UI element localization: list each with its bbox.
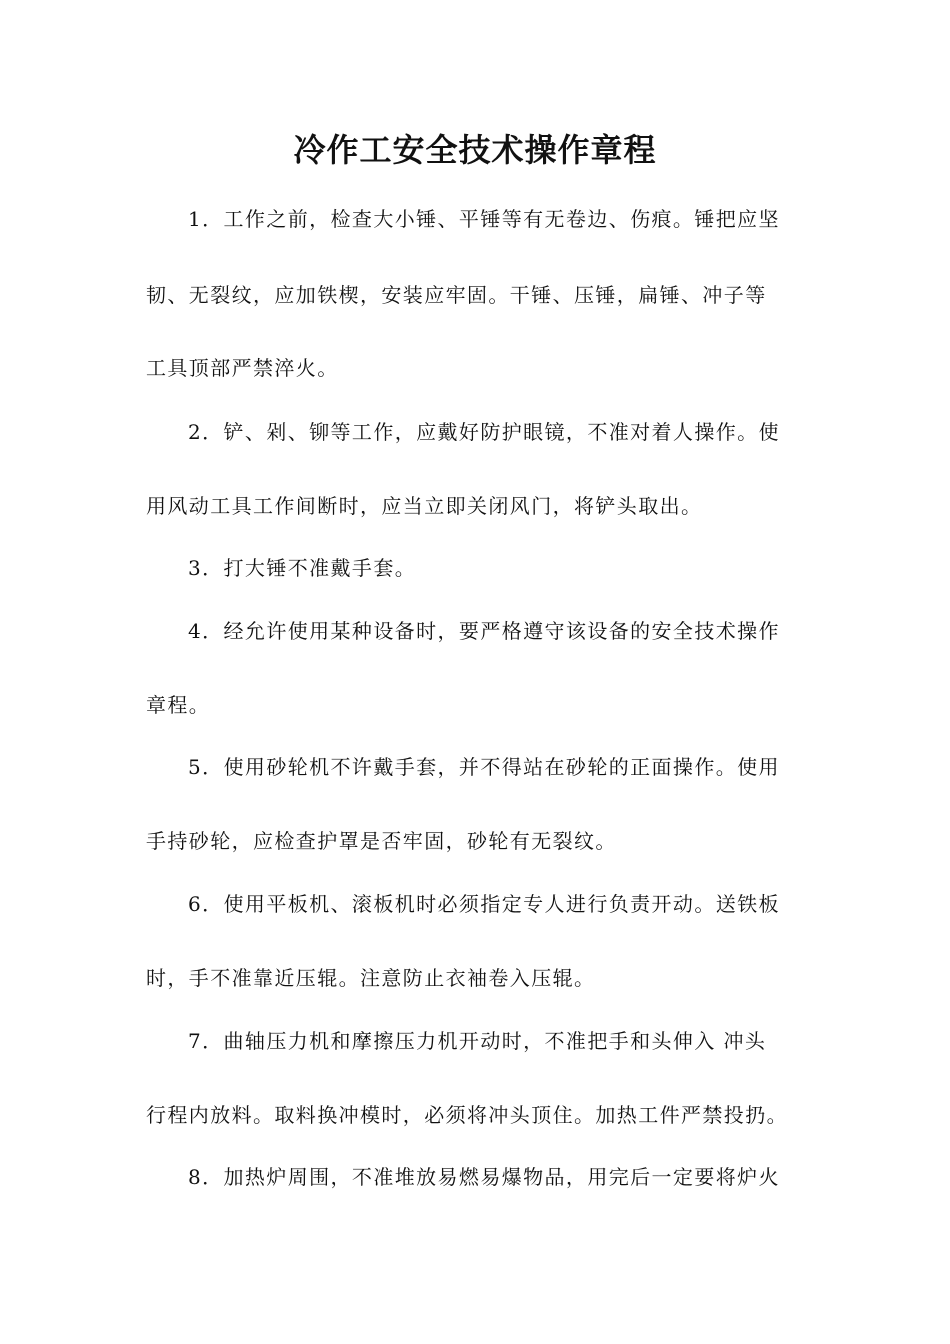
paragraph-4-line-1: 4．经允许使用某种设备时，要严格遵守该设备的安全技术操作 (188, 619, 780, 643)
paragraph-6-line-1: 6．使用平板机、滚板机时必须指定专人进行负责开动。送铁板 (188, 892, 780, 916)
paragraph-7-line-2: 行程内放料。取料换冲模时，必须将冲头顶住。加热工件严禁投扔。 (146, 1103, 788, 1127)
paragraph-7-line-1: 7．曲轴压力机和摩擦压力机开动时，不准把手和头伸入 冲头 (188, 1029, 767, 1053)
paragraph-5-line-2: 手持砂轮，应检查护罩是否牢固，砂轮有无裂纹。 (146, 829, 617, 853)
paragraph-3-line-1: 3．打大锤不准戴手套。 (188, 556, 417, 580)
document-title: 冷作工安全技术操作章程 (293, 131, 657, 169)
paragraph-5-line-1: 5．使用砂轮机不许戴手套，并不得站在砂轮的正面操作。使用 (188, 755, 780, 779)
paragraph-6-line-2: 时，手不准靠近压辊。注意防止衣袖卷入压辊。 (146, 966, 596, 990)
paragraph-8-line-1: 8．加热炉周围，不准堆放易燃易爆物品，用完后一定要将炉火 (188, 1165, 780, 1189)
paragraph-1-line-3: 工具顶部严禁淬火。 (146, 356, 339, 380)
paragraph-4-line-2: 章程。 (146, 693, 211, 717)
paragraph-2-line-1: 2．铲、剁、铆等工作，应戴好防护眼镜，不准对着人操作。使 (188, 420, 780, 444)
paragraph-1-line-2: 韧、无裂纹，应加铁楔，安装应牢固。干锤、压锤，扁锤、冲子等 (146, 283, 767, 307)
paragraph-2-line-2: 用风动工具工作间断时，应当立即关闭风门，将铲头取出。 (146, 494, 703, 518)
paragraph-1-line-1: 1．工作之前，检查大小锤、平锤等有无卷边、伤痕。锤把应坚 (188, 207, 780, 231)
